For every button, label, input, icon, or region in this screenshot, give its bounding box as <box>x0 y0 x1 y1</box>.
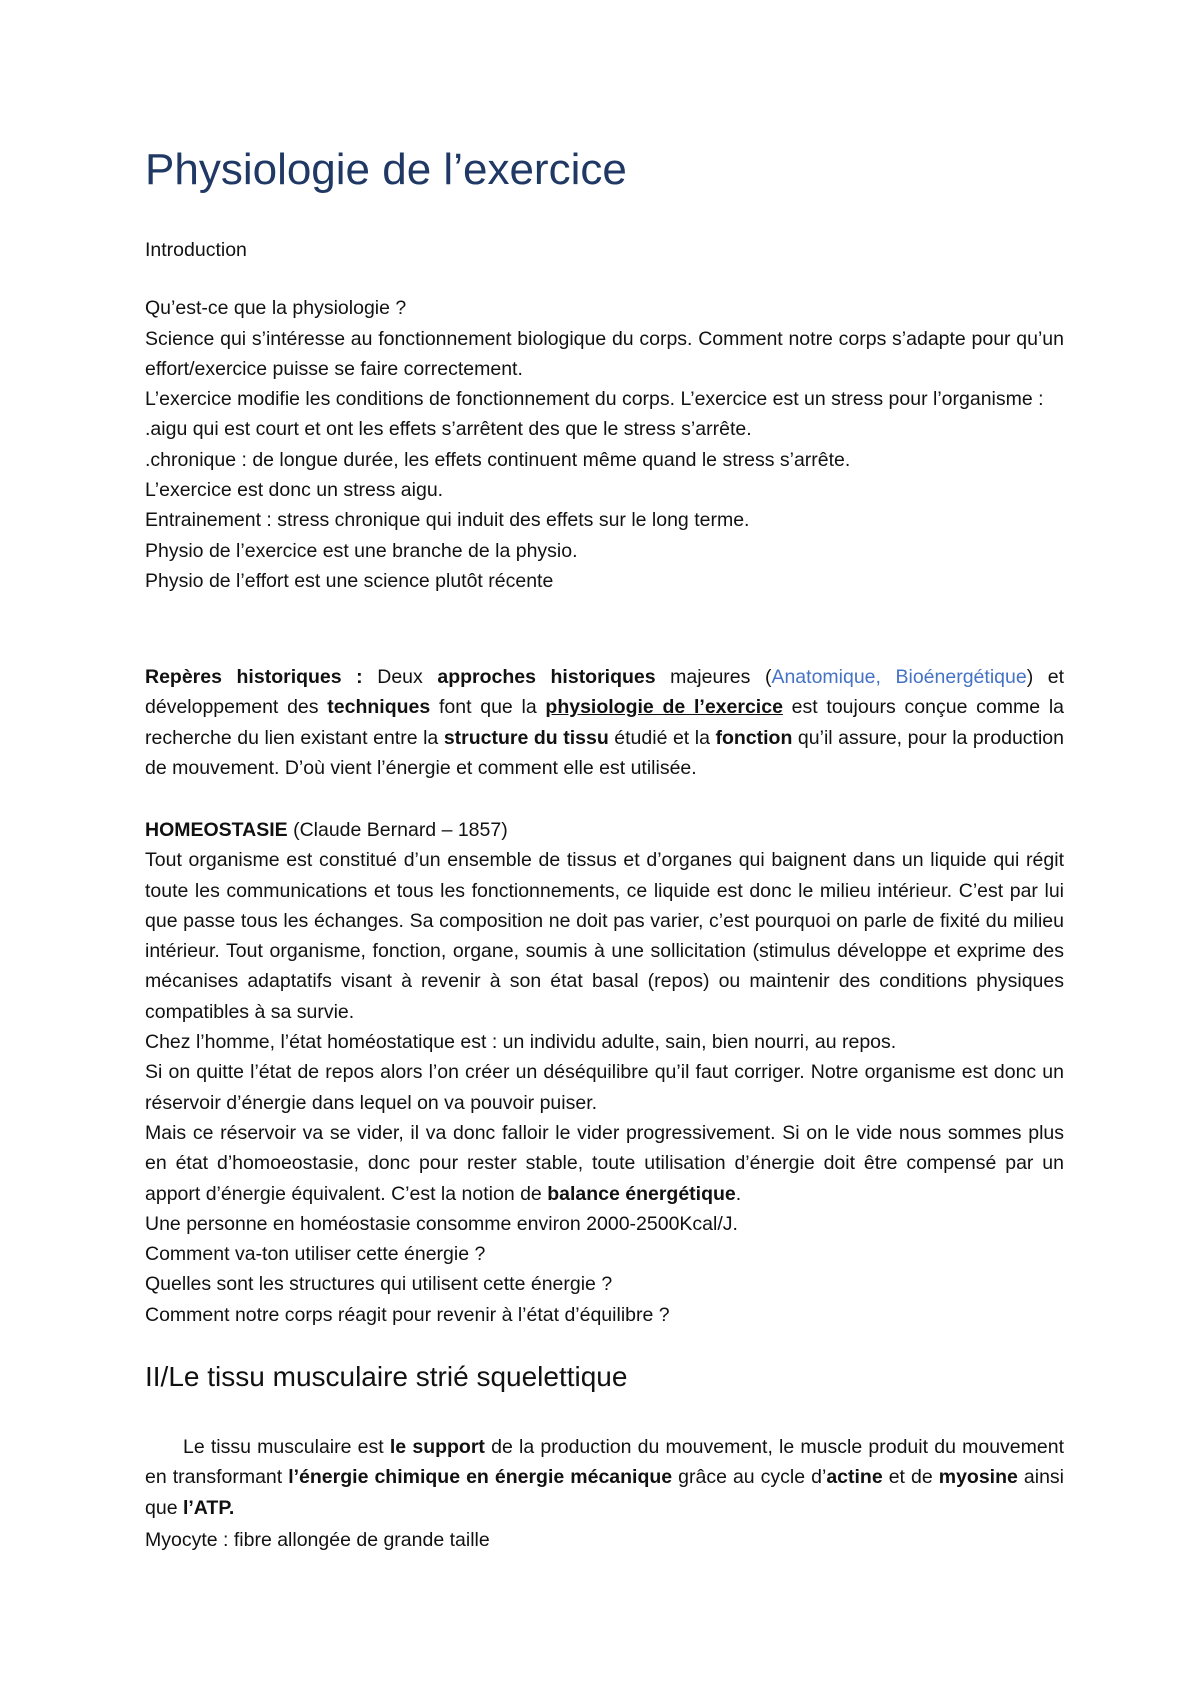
document-title: Physiologie de l’exercice <box>145 145 627 194</box>
homeostasie-question-3: Comment notre corps réagit pour revenir à l’état d’équilibre ? <box>145 1303 670 1326</box>
homeostasie-question-1: Comment va-ton utiliser cette énergie ? <box>145 1243 486 1266</box>
reperes-text-2: majeures ( <box>655 666 772 688</box>
homeostasie-question-2: Quelles sont les structures qui utilisent cette énergie ? <box>145 1273 613 1296</box>
reperes-bold-fonction: fonction <box>715 726 793 749</box>
intro-line-stress: L’exercice est donc un stress aigu. <box>145 479 444 502</box>
reperes-paragraph <box>145 662 1064 783</box>
reperes-text-4: font que la <box>430 696 546 719</box>
section-2-bold-energie: l’énergie chimique en énergie mécanique <box>288 1466 673 1489</box>
homeostasie-line-homme: Chez l’homme, l’état homéostatique est : un individu adulte, sain, bien nourri, au repos. <box>145 1031 897 1054</box>
homeostasie-paragraph-3-text: Mais ce réservoir va se vider, il va donc falloir le vider progressivement. Si on le vide nous sommes plus en état d’homoeostasie, donc pour rester stable, toute utilisation d’énergie doit être compensé par un apport d’énergie équivalent. C’est la notion de <box>145 1121 1064 1205</box>
reperes-bold-underlined: physiologie de l’exercice <box>545 696 783 719</box>
section-2-text-1: Le tissu musculaire est <box>183 1436 390 1458</box>
homeostasie-reference: (Claude Bernard – 1857) <box>287 819 508 841</box>
intro-line-aigu: .aigu qui est court et ont les effets s’arrêtent des que le stress s’arrête. <box>145 418 752 441</box>
reperes-bold-techniques: techniques <box>327 696 431 719</box>
homeostasie-heading <box>145 815 1064 845</box>
reperes-bold-approches: approches historiques <box>437 666 656 688</box>
section-2-bold-actine: actine <box>826 1466 883 1489</box>
homeostasie-section <box>145 815 1064 1330</box>
homeostasie-line-conso: Une personne en homéostasie consomme environ 2000-2500Kcal/J. <box>145 1212 738 1235</box>
intro-line-chronique: .chronique : de longue durée, les effets continuent même quand le stress s’arrête. <box>145 448 851 471</box>
reperes-text-6: étudié et la <box>608 726 716 749</box>
intro-line-recente: Physio de l’effort est une science plutôt récente <box>145 569 554 592</box>
homeostasie-label: HOMEOSTASIE <box>145 819 288 841</box>
section-2-line-myocyte: Myocyte : fibre allongée de grande taille <box>145 1528 490 1551</box>
section-2-text-5: ainsi que <box>145 1466 1064 1519</box>
reperes-approaches-blue: Anatomique, Bioénergétique <box>771 666 1027 688</box>
section-2-text-3: grâce au cycle d’ <box>672 1466 827 1489</box>
section-2-heading: II/Le tissu musculaire strié squelettique <box>145 1361 628 1392</box>
reperes-text-7: qu’il assure, pour la production de mouvement. D’où vient l’énergie et comment elle est utilisée. <box>145 726 1064 779</box>
homeostasie-bold-balance: balance énergétique <box>547 1182 736 1205</box>
intro-line-entrainement: Entrainement : stress chronique qui induit des effets sur le long terme. <box>145 509 750 532</box>
section-2-paragraph <box>145 1432 1064 1523</box>
homeostasie-paragraph-3 <box>145 1118 1064 1209</box>
intro-question: Qu’est-ce que la physiologie ? <box>145 297 407 320</box>
reperes-bold-structure: structure du tissu <box>443 726 609 749</box>
homeostasie-paragraph-2: Si on quitte l’état de repos alors l’on créer un déséquilibre qu’il faut corriger. Notre organisme est donc un réservoir d’énergie dans lequel on va pouvoir puiser. <box>145 1061 1064 1114</box>
section-2-text-2: de la production du mouvement, le muscle produit du mouvement en transformant <box>145 1436 1064 1489</box>
section-2-bold-myosine: myosine <box>938 1466 1018 1489</box>
reperes-text-5: est toujours conçue comme la recherche du lien existant entre la <box>145 696 1064 749</box>
reperes-text-3: ) et développement des <box>145 666 1065 719</box>
reperes-label: Repères historiques : <box>145 666 363 688</box>
reperes-text-1: Deux <box>362 666 438 688</box>
homeostasie-paragraph-1: Tout organisme est constitué d’un ensemble de tissus et d’organes qui baignent dans un liquide qui régit toute les communications et tous les fonctionnements, ce liquide est donc le milieu intérieur. C’est par lui que passe tous les échanges. Sa composition ne doit pas varier, c’est pourquoi on parle de fixité du milieu intérieur. Tout organisme, fonction, organe, soumis à une sollicitation (stimulus développe et exprime des mécanises adaptatifs visant à revenir à son état basal (repos) ou maintenir des conditions physiques compatibles à sa survie. <box>145 849 1064 1023</box>
section-2-bold-support: le support <box>389 1436 485 1458</box>
section-2-bold-atp: l’ATP. <box>182 1496 235 1519</box>
intro-heading: Introduction <box>145 239 247 261</box>
intro-line-branche: Physio de l’exercice est une branche de la physio. <box>145 539 578 562</box>
intro-paragraph-2: L’exercice modifie les conditions de fonctionnement du corps. L’exercice est un stress pour l’organisme : <box>145 388 1044 411</box>
section-2-text-4: et de <box>882 1466 939 1489</box>
intro-section <box>145 235 1064 596</box>
intro-paragraph-1: Science qui s’intéresse au fonctionnement biologique du corps. Comment notre corps s’adapte pour qu’un effort/exercice puisse se faire correctement. <box>145 327 1064 380</box>
homeostasie-paragraph-3-end: . <box>735 1182 742 1205</box>
section-2-body <box>145 1432 1064 1555</box>
